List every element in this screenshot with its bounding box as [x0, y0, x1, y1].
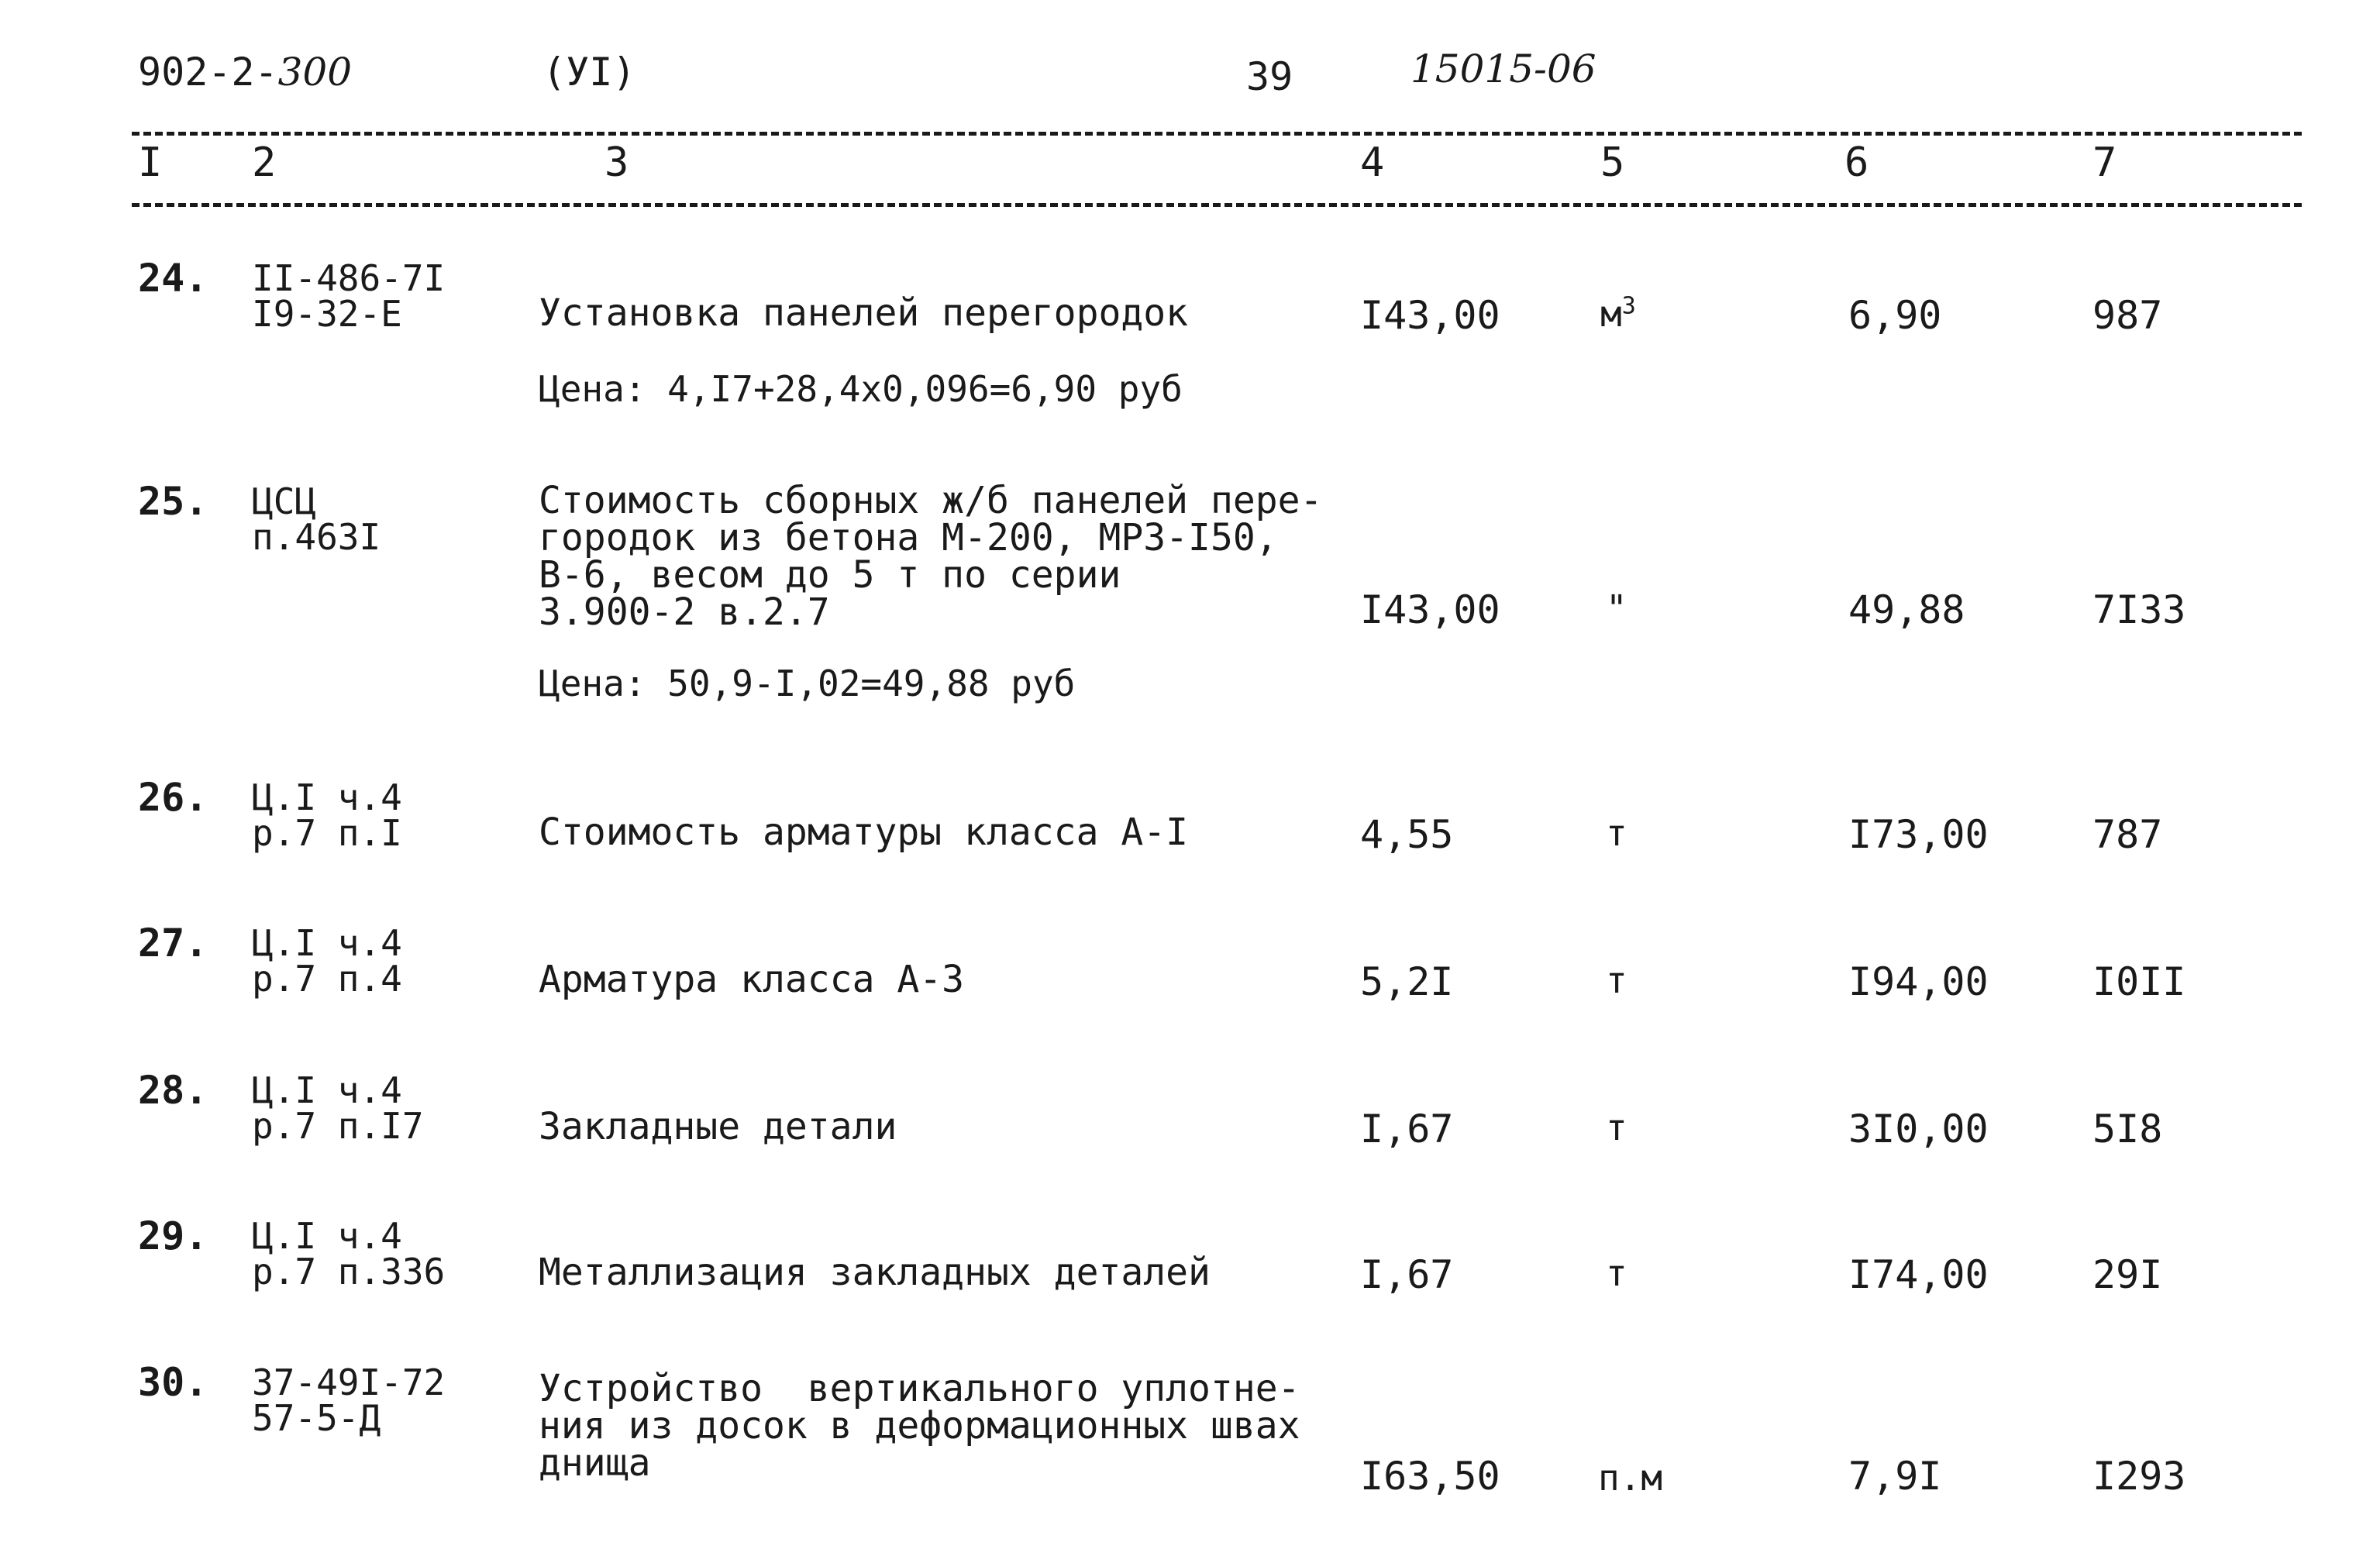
unit: ": [1606, 587, 1627, 629]
quantity: I,67: [1360, 1107, 1454, 1152]
norm-code: Ц.I ч.4 р.7 п.336: [252, 1215, 446, 1293]
work-description: Устройство вертикального уплотне- ния из досок в деформационных швах днища: [539, 1367, 1300, 1485]
unit-price: 3I0,00: [1848, 1107, 1989, 1152]
unit: т: [1606, 959, 1627, 1001]
column-header-5: 5: [1600, 139, 1625, 186]
total-cost: 987: [2092, 293, 2163, 338]
unit-price: 7,9I: [1848, 1454, 1942, 1499]
row-number: 26.: [138, 775, 208, 820]
handwritten-reference: 15015-06: [1410, 46, 1596, 91]
unit: п.м: [1598, 1457, 1663, 1499]
column-header-7: 7: [2092, 139, 2117, 186]
total-cost: I0II: [2092, 959, 2186, 1004]
norm-code: ЦСЦ п.463I: [252, 480, 381, 558]
row-number: 29.: [138, 1213, 208, 1258]
total-cost: 7I33: [2092, 587, 2186, 632]
work-description: Закладные детали: [539, 1105, 897, 1148]
norm-code: Ц.I ч.4 р.7 п.I: [252, 776, 402, 854]
column-header-1: I: [138, 139, 163, 186]
quantity: I43,00: [1360, 587, 1500, 632]
unit-price: 6,90: [1848, 293, 1942, 338]
total-cost: 5I8: [2092, 1107, 2163, 1152]
column-header-4: 4: [1360, 139, 1385, 186]
work-description: Арматура класса А-3: [539, 958, 965, 1001]
price-formula: Цена: 50,9-I,02=49,88 руб: [539, 663, 1076, 704]
row-number: 25.: [138, 479, 208, 524]
row-number: 28.: [138, 1068, 208, 1113]
row-number: 30.: [138, 1360, 208, 1405]
document-code-handwritten: 300: [277, 50, 353, 95]
quantity: I,67: [1360, 1252, 1454, 1297]
work-description: Стоимость сборных ж/б панелей пере- городок из бетона М-200, МРЗ-I50, В-6, весом до 5 т по серии 3.900-2 в.2.7: [539, 479, 1323, 634]
work-description: Металлизация закладных деталей: [539, 1251, 1211, 1294]
total-cost: 787: [2092, 812, 2163, 857]
total-cost: I293: [2092, 1454, 2186, 1499]
norm-code: 37-49I-72 57-5-Д: [252, 1362, 446, 1439]
page-number: 39: [1246, 54, 1293, 99]
total-cost: 29I: [2092, 1252, 2163, 1297]
quantity: I43,00: [1360, 293, 1500, 338]
document-code: [138, 50, 352, 95]
document-code-printed: 902-2-: [138, 50, 278, 95]
norm-code: Ц.I ч.4 р.7 п.4: [252, 922, 402, 1000]
norm-code: II-486-7I I9-32-E: [252, 257, 446, 335]
section-label: (УI): [542, 50, 636, 95]
price-formula: Цена: 4,I7+28,4x0,096=6,90 руб: [539, 368, 1183, 410]
work-description: Стоимость арматуры класса А-I: [539, 811, 1189, 854]
quantity: 4,55: [1360, 812, 1454, 857]
header-divider-top: [132, 132, 2302, 136]
work-description: Установка панелей перегородок: [539, 291, 1189, 335]
unit-price: I94,00: [1848, 959, 1989, 1004]
unit: $м^3$: [1600, 292, 1636, 335]
column-header-2: 2: [252, 139, 277, 186]
unit: т: [1606, 812, 1627, 854]
unit: т: [1606, 1252, 1627, 1294]
unit-price: 49,88: [1848, 587, 1965, 632]
norm-code: Ц.I ч.4 р.7 п.I7: [252, 1069, 424, 1147]
column-header-6: 6: [1844, 139, 1869, 186]
column-header-3: 3: [604, 139, 629, 186]
row-number: 24.: [138, 256, 208, 301]
row-number: 27.: [138, 921, 208, 966]
quantity: 5,2I: [1360, 959, 1454, 1004]
unit-price: I74,00: [1848, 1252, 1989, 1297]
quantity: I63,50: [1360, 1454, 1500, 1499]
header-divider-bottom: [132, 203, 2302, 207]
unit: т: [1606, 1107, 1627, 1148]
unit-price: I73,00: [1848, 812, 1989, 857]
